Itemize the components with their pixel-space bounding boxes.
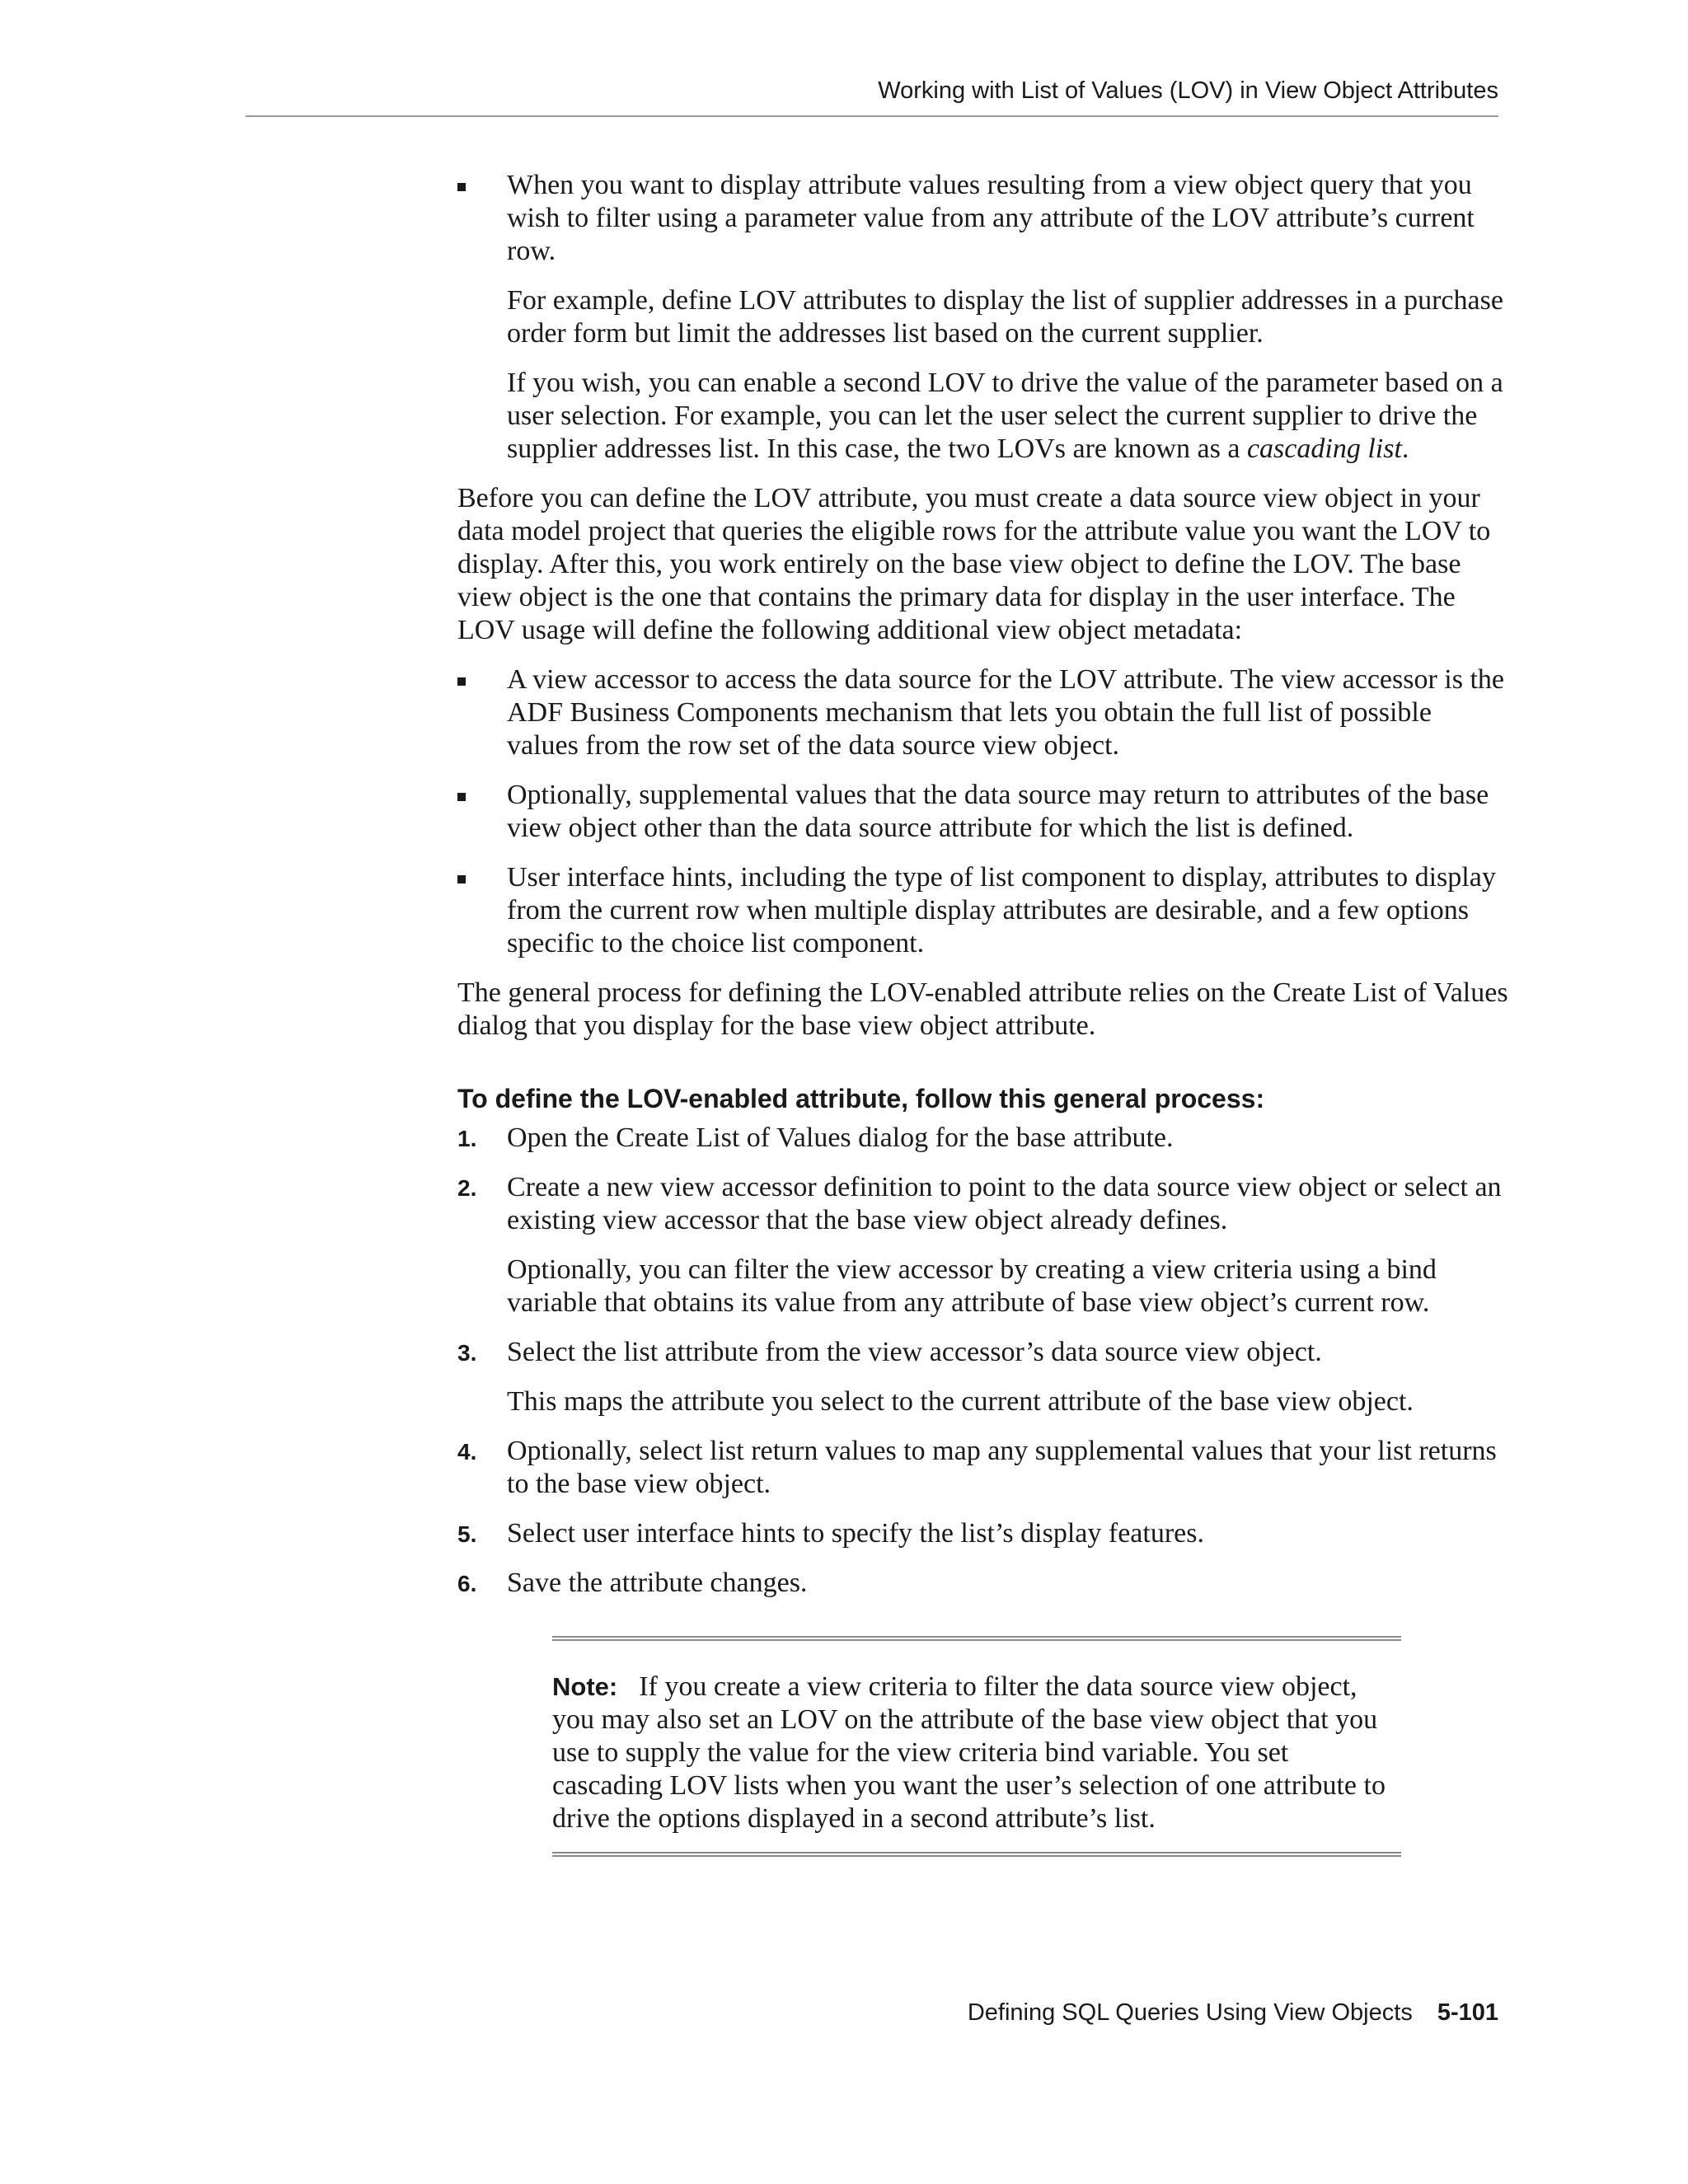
chapter-title: Defining SQL Queries Using View Objects: [967, 1999, 1413, 2026]
step-text: Create a new view accessor definition to point to the data source view object or select an existing view accessor that the base view object already defines.: [507, 1172, 1502, 1235]
list-item: [457, 169, 1508, 466]
step-item: [457, 1517, 1508, 1550]
running-footer: [968, 1994, 1498, 2031]
note-text-block: [552, 1671, 1401, 1835]
bullet-text: User interface hints, including the type of list component to display, attributes to display from the current row when multiple display attributes are desirable, and a few options specific to the choice list component.: [507, 862, 1496, 958]
page-body: [457, 169, 1508, 1857]
list-item: [457, 779, 1508, 845]
step-item: [457, 1122, 1508, 1155]
step-number: 3.: [457, 1340, 477, 1366]
bullet-text: A view accessor to access the data source for the LOV attribute. The view accessor is the ADF Business Components mechanism that lets you obtain the full list of possible values from the row set of the data source view object.: [507, 664, 1505, 761]
procedure-heading: To define the LOV-enabled attribute, follow this general process:: [457, 1084, 1265, 1113]
note-text: If you create a view criteria to filter the data source view object, you may also set an LOV on the attribute of the base view object that you use to supply the value for the view criteria bind variable. You set cascading LOV lists when you want the user’s selection of one attribute to drive the options displayed in a second attribute’s list.: [552, 1671, 1386, 1834]
emphasis-term: cascading list: [1246, 434, 1402, 464]
bullet-icon: [457, 875, 466, 883]
step-number: 1.: [457, 1126, 477, 1151]
bullet-text: Optionally, supplemental values that the data source may return to attributes of the base view object other than the data source attribute for which the list is defined.: [507, 780, 1489, 843]
bullet-detail: [507, 367, 1508, 466]
list-item: [457, 861, 1508, 960]
text-run: .: [1401, 434, 1409, 464]
intro-bullet-list: [457, 169, 1508, 466]
step-detail: Optionally, you can filter the view accessor by creating a view criteria using a bind variable that obtains its value from any attribute of base view object’s current row.: [507, 1254, 1437, 1318]
step-number: 2.: [457, 1175, 477, 1201]
step-text: Open the Create List of Values dialog for the base attribute.: [507, 1122, 1174, 1153]
step-item: [457, 1435, 1508, 1501]
bullet-detail: For example, define LOV attributes to display the list of supplier addresses in a purchase order form but limit the addresses list based on the current supplier.: [507, 285, 1503, 349]
metadata-bullet-list: [457, 663, 1508, 960]
note-box: [552, 1636, 1401, 1857]
bullet-text: When you want to display attribute values resulting from a view object query that you wish to filter using a parameter value from any attribute of the LOV attribute’s current row.: [507, 170, 1475, 266]
step-text: Select the list attribute from the view accessor’s data source view object.: [507, 1337, 1322, 1367]
step-item: [457, 1336, 1508, 1418]
section-title: Working with List of Values (LOV) in View Object Attributes: [878, 77, 1498, 104]
step-number: 5.: [457, 1521, 477, 1547]
step-text: Optionally, select list return values to map any supplemental values that your list returns to the base view object.: [507, 1436, 1497, 1499]
bullet-icon: [457, 677, 466, 686]
list-item: [457, 663, 1508, 762]
step-detail: This maps the attribute you select to the current attribute of the base view object.: [507, 1386, 1414, 1417]
text-run: If you wish, you can enable a second LOV to drive the value of the parameter based on a user selection. For example, you can let the user select the current supplier to drive the supplier addresses list. In this case, the two LOVs are known as a: [507, 368, 1503, 464]
bullet-icon: [457, 183, 466, 191]
running-header: [246, 73, 1498, 117]
step-number: 6.: [457, 1571, 477, 1596]
note-label: Note:: [552, 1672, 618, 1701]
step-text: Save the attribute changes.: [507, 1568, 808, 1598]
step-number: 4.: [457, 1439, 477, 1465]
bullet-icon: [457, 793, 466, 801]
page-number: 5-101: [1437, 1999, 1498, 2026]
procedure-steps: [457, 1122, 1508, 1600]
step-text: Select user interface hints to specify the list’s display features.: [507, 1518, 1204, 1549]
step-item: [457, 1171, 1508, 1319]
body-paragraph: Before you can define the LOV attribute, you must create a data source view object in your data model project that queries the eligible rows for the attribute value you want the LOV to display. After this, you work entirely on the base view object to define the LOV. The base view object is the one that contains the primary data for display in the user interface. The LOV usage will define the following additional view object metadata:: [457, 483, 1491, 645]
body-paragraph: The general process for defining the LOV-enabled attribute relies on the Create List of Values dialog that you display for the base view object attribute.: [457, 977, 1508, 1041]
step-item: [457, 1567, 1508, 1600]
